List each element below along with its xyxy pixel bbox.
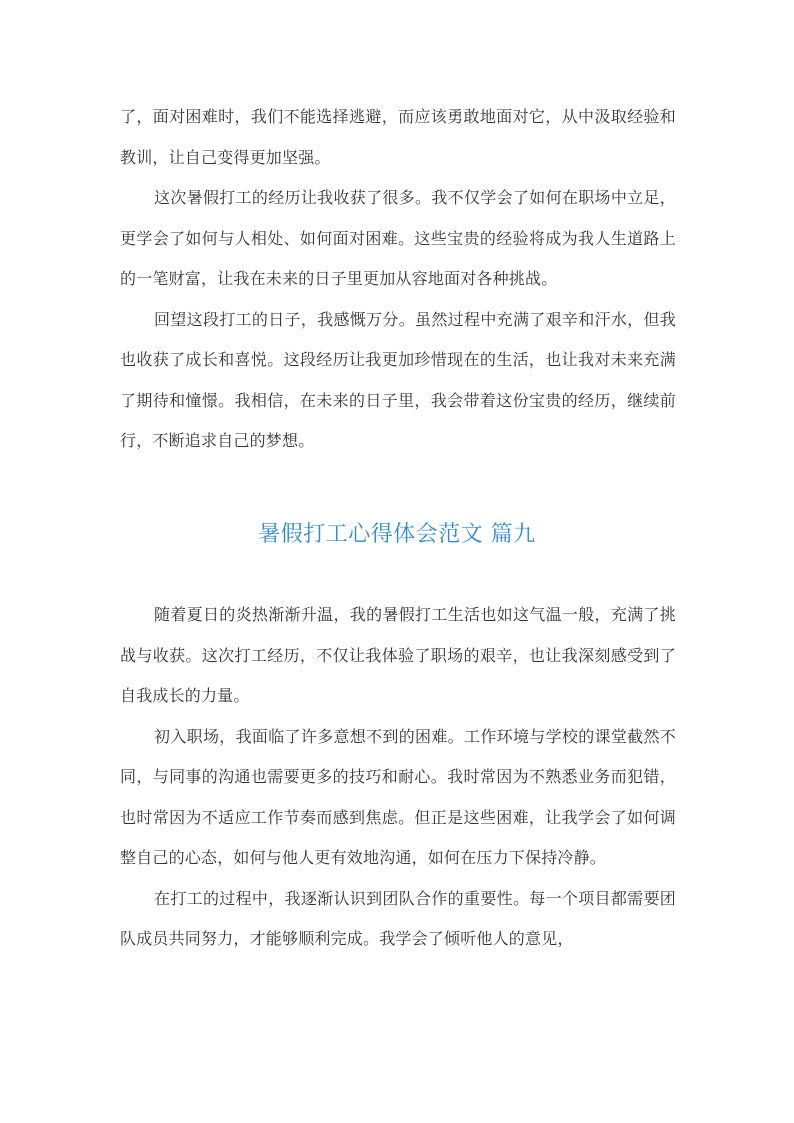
paragraph: 这次暑假打工的经历让我收获了很多。我不仅学会了如何在职场中立足，更学会了如何与人相处、如何面对困难。这些宝贵的经验将成为我人生道路上的一笔财富，让我在未来的日子里更加从容地面对各种挑战。 (120, 188, 676, 288)
paragraph-continuation: 了，面对困难时，我们不能选择逃避，而应该勇敢地面对它，从中汲取经验和教训，让自己变得更加坚强。 (120, 107, 676, 167)
paragraph: 初入职场，我面临了许多意想不到的困难。工作环境与学校的课堂截然不同，与同事的沟通也需要更多的技巧和耐心。我时常因为不熟悉业务而犯错，也时常因为不适应工作节奏而感到焦虑。但正是这些困难，让我学会了如何调整自己的心态，如何与他人更有效地沟通，如何在压力下保持冷静。 (120, 726, 676, 867)
paragraph: 在打工的过程中，我逐渐认识到团队合作的重要性。每一个项目都需要团队成员共同努力，才能够顺利完成。我学会了倾听他人的意见， (120, 888, 676, 948)
text-block-upper (120, 97, 676, 462)
section-title: 暑假打工心得体会范文 篇九 (258, 522, 536, 547)
paragraph: 回望这段打工的日子，我感慨万分。虽然过程中充满了艰辛和汗水，但我也收获了成长和喜悦。这段经历让我更加珍惜现在的生活，也让我对未来充满了期待和憧憬。我相信，在未来的日子里，我会带着这份宝贵的经历，继续前行，不断追求自己的梦想。 (120, 309, 676, 450)
paragraph: 随着夏日的炎热渐渐升温，我的暑假打工生活也如这气温一般，充满了挑战与收获。这次打工经历，不仅让我体验了职场的艰辛，也让我深刻感受到了自我成长的力量。 (120, 605, 676, 705)
text-block-lower (120, 595, 676, 960)
